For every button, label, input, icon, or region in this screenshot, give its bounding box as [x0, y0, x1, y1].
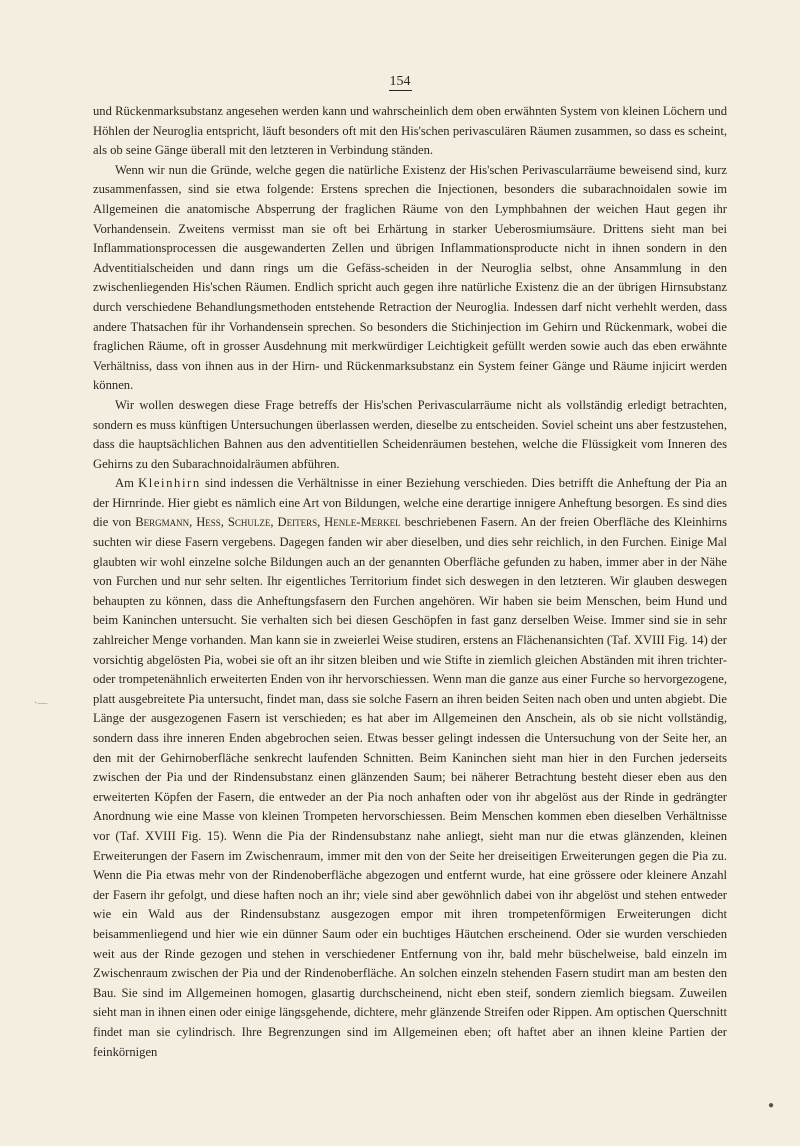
paragraph-3: Wir wollen deswegen diese Frage betreffs der His'schen Perivascularräume nicht als vollständig erledigt betrachten, sondern es muss künftigen Untersuchungen überlassen werden, dieselbe zu entscheiden. Soviel scheint uns aber festzustehen, dass die hauptsächlichen Bahnen aus den adventitiellen Scheidenräumen bestehen, welche die Flüssigkeit vom Inneren des Gehirns zu den Subarachnoidalräumen abführen.	[93, 397, 727, 471]
margin-mark: ·—	[34, 698, 48, 709]
author-name: Schulze	[227, 515, 271, 530]
author-name: Hess	[196, 515, 221, 530]
paragraph-1: und Rückenmarksubstanz angesehen werden kann und wahrscheinlich dem oben erwähnten System von kleinen Löchern und Höhlen der Neuroglia entspricht, läuft besonders oft mit den His'schen perivasculären Räumen zusammen, so dass es scheint, als ob seine Gänge überall mit den letzteren in Verbindung ständen.	[93, 104, 727, 158]
paragraph-2: Wenn wir nun die Gründe, welche gegen die natürliche Existenz der His'schen Perivascularräume beweisend sind, kurz zusammenfassen, sind sie etwa folgende: Erstens sprechen die Injectionen, besonders die subarachnoidalen sowie im Allgemeinen die anatomische Absperrung der fraglichen Räume von den Lymphbahnen der weichen Haut gegen ihr Vorhandensein. Zweitens vermisst man sie oft bei Erhärtung in starker Ueberosmiumsäure. Drittens sieht man bei Inflammationsprocessen die ausgewanderten Zellen und übrigen Inflammationsproducte nicht in ihnen sondern in den Adventitialscheiden und dann rings um die Gefäss-scheiden in der Neuroglia selbst, ohne Ansammlung in den zwischenliegenden His'schen Räumen. Endlich spricht auch gegen ihre natürliche Existenz die an der übrigen Hirnsubstanz durch verschiedene Behandlungsmethoden entstehende Retraction der Neuroglia. Indessen darf nicht verhehlt werden, dass andere Thatsachen für ihr Vorhandensein sprechen. So besonders die Stichinjection im Gehirn und Rückenmark, wobei die fraglichen Räume, oft in grosser Ausdehnung mit merkwürdiger Leichtigkeit gefüllt werden sowie auch das eben erwähnte Verhältniss, dass von ihnen aus in der Hirn- und Rückenmarksubstanz ein System feiner Gänge und Räume injicirt werden können.	[93, 162, 727, 393]
term-kleinhirn: Kleinhirn	[138, 476, 201, 491]
author-name: Deiters	[277, 515, 318, 530]
paragraph-4: Am Kleinhirn sind indessen die Verhältnisse in einer Beziehung verschieden. Dies betrifft die Anheftung der Pia an der Hirnrinde. Hier giebt es nämlich eine Art von Bildungen, welche eine derartige innigere Anheftung besorgen. Es sind dies die von Bergmann, Hess, Schulze, Deiters, Henle-Merkel beschriebenen Fasern. An der freien Oberfläche des Kleinhirns suchten wir diese Fasern vergebens. Dagegen fanden wir aber dieselben, und dies sehr reichlich, in den Furchen. Einige Mal glaubten wir wohl einzelne solche Bildungen auch an der genannten Oberfläche gefunden zu haben, immer aber in der Nähe von Furchen und nur sehr selten. Ihr eigentliches Territorium findet sich deswegen in den letzteren. Wir glauben deswegen behaupten zu können, dass die Anheftungsfasern den Furchen angehören. Wir haben sie beim Menschen, beim Hund und beim Kaninchen untersucht. Sie verhalten sich bei diesen Geschöpfen in fast ganz derselben Weise. Immer sind sie in sehr zahlreicher Menge vorhanden. Man kann sie in zweierlei Weise studiren, erstens an Flächenansichten (Taf. XVIII Fig. 14) der vorsichtig abgelösten Pia, wobei sie oft an ihr sitzen bleiben und wie Stifte in ziemlich gleichen Abständen mit ihren trichter- oder trompetenähnlich erweiterten Enden von ihr hervorschiessen. Wenn man die ganze aus einer Furche so hervorgezogene, platt ausgebreitete Pia untersucht, findet man, dass sie solche Fasern an ihren beiden Seiten nach oben und unten abgiebt. Die Länge der ausgezogenen Fasern ist verschieden; es hat aber im Allgemeinen den Anschein, als ob sie nicht vollständig, sondern dass ihre inneren Enden abgebrochen seien. Etwas besser gelingt indessen die Untersuchung von der Seite her, an den mit der Gehirnoberfläche senkrecht laufenden Schnitten. Beim Kaninchen sieht man hier in den Furchen jederseits zwischen der Pia und der Rindensubstanz einen glänzenden Saum; bei näherer Betrachtung besteht dieser eben aus den erweiterten Köpfen der Fasern, die entweder an der Pia noch anhaften oder von ihr abgelöst aus der Rinde in gedrängter Anordnung wie eine Masse von kleinen Trompeten hervorschiessen. Beim Menschen kommen eben dieselben Verhältnisse vor (Taf. XVIII Fig. 15). Wenn die Pia der Rindensubstanz nahe anliegt, sieht man nur die etwas glänzenden, kleinen Erweiterungen der Fasern im Zwischenraum, immer mit den von der Seite her dreiseitigen Erweiterungen gegen die Pia zu. Wenn die Pia etwas mehr von der Rindenoberfläche abgezogen und entfernt wurde, hat eine grössere oder kleinere Anzahl der Fasern ihr gefolgt, und diese haften noch an ihr; viele sind aber gewöhnlich dabei von ihr abgelöst und stehen entweder wie ein Wald aus der Rindensubstanz ausgezogen empor mit ihren trompetenförmigen Erweiterungen dicht beisammenliegend und hier wie ein dünner Saum oder ein buchtiges Häutchen erscheinend. Oder sie wurden verschieden weit aus der Rinde gezogen und stehen in verschiedener Entfernung von ihr, bald mehr büschelweise, bald einzeln im Zwischenraum zwischen der Pia und der Rindenoberfläche. An solchen einzeln stehenden Fasern studirt man am besten den Bau. Sie sind im Allgemeinen homogen, glasartig durchscheinend, nicht eben steif, sondern ziemlich biegsam. Zuweilen sieht man in ihnen einen oder einige längsgehende, dichtere, mehr glänzende Streifen oder Rippen. Am optischen Querschnitt findet man sie cylindrisch. Ihre Begrenzungen sind im Allgemeinen eben; oft haftet aber an ihnen kleine Partien der feinkörnigen	[93, 476, 728, 1059]
author-name: Bergmann	[135, 515, 190, 530]
author-name: Henle-Merkel	[324, 515, 401, 530]
corner-dot: ●	[768, 1100, 775, 1111]
page-number: 154	[389, 74, 411, 89]
body-text	[93, 102, 727, 1062]
